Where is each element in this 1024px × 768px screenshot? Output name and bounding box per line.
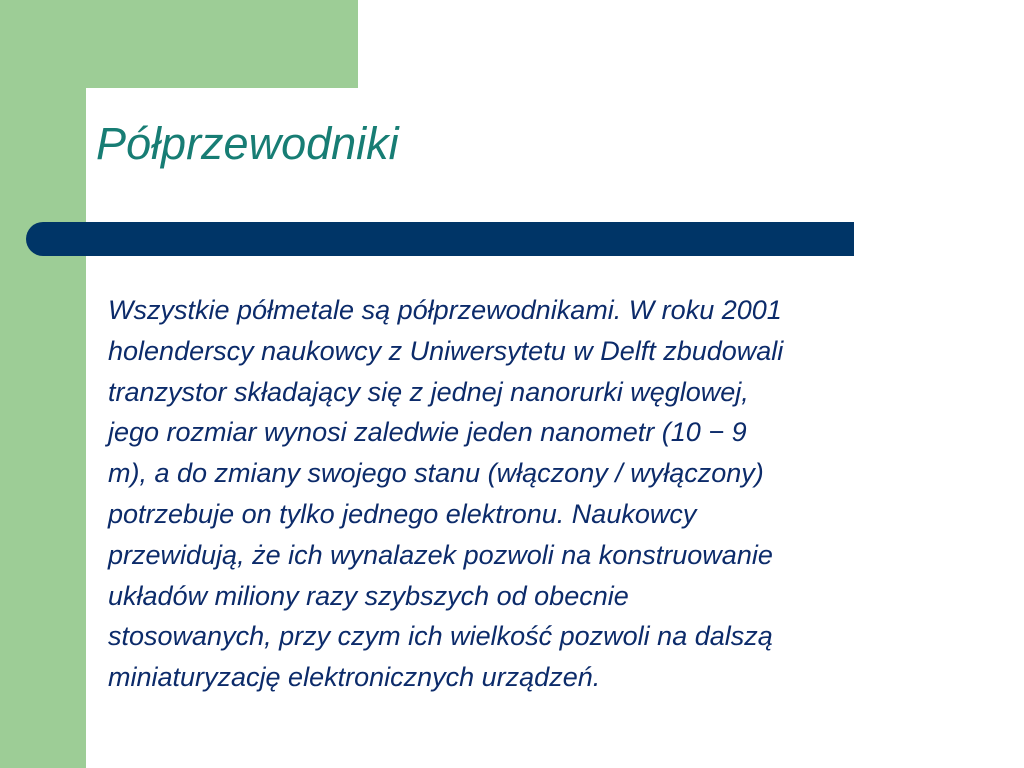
body-line: miniaturyzację elektronicznych urządzeń. — [108, 662, 601, 693]
body-line: m), a do zmiany swojego stanu (włączony / wyłączony) — [108, 458, 764, 489]
body-line: holenderscy naukowcy z Uniwersytetu w Delft zbudowali — [108, 335, 784, 366]
body-line: Wszystkie półmetale są półprzewodnikami. W roku 2001 — [108, 295, 782, 325]
body-line: potrzebuje on tylko jednego elektronu. Naukowcy — [108, 498, 697, 529]
body-line: jego rozmiar wynosi zaledwie jeden nanometr (10 − 9 — [108, 417, 747, 448]
body-line: tranzystor składający się z jednej nanorurki węglowej, — [108, 376, 749, 407]
green-side-band — [0, 0, 86, 768]
green-top-band — [0, 0, 358, 88]
body-line: przewidują, że ich wynalazek pozwoli na konstruowanie — [108, 539, 773, 570]
body-paragraph — [108, 290, 978, 698]
body-line: układów miliony razy szybszych od obecnie — [108, 580, 629, 611]
body-line: stosowanych, przy czym ich wielkość pozwoli na dalszą — [108, 621, 773, 652]
title-divider-bar — [26, 222, 854, 256]
slide-title: Półprzewodniki — [96, 118, 399, 169]
